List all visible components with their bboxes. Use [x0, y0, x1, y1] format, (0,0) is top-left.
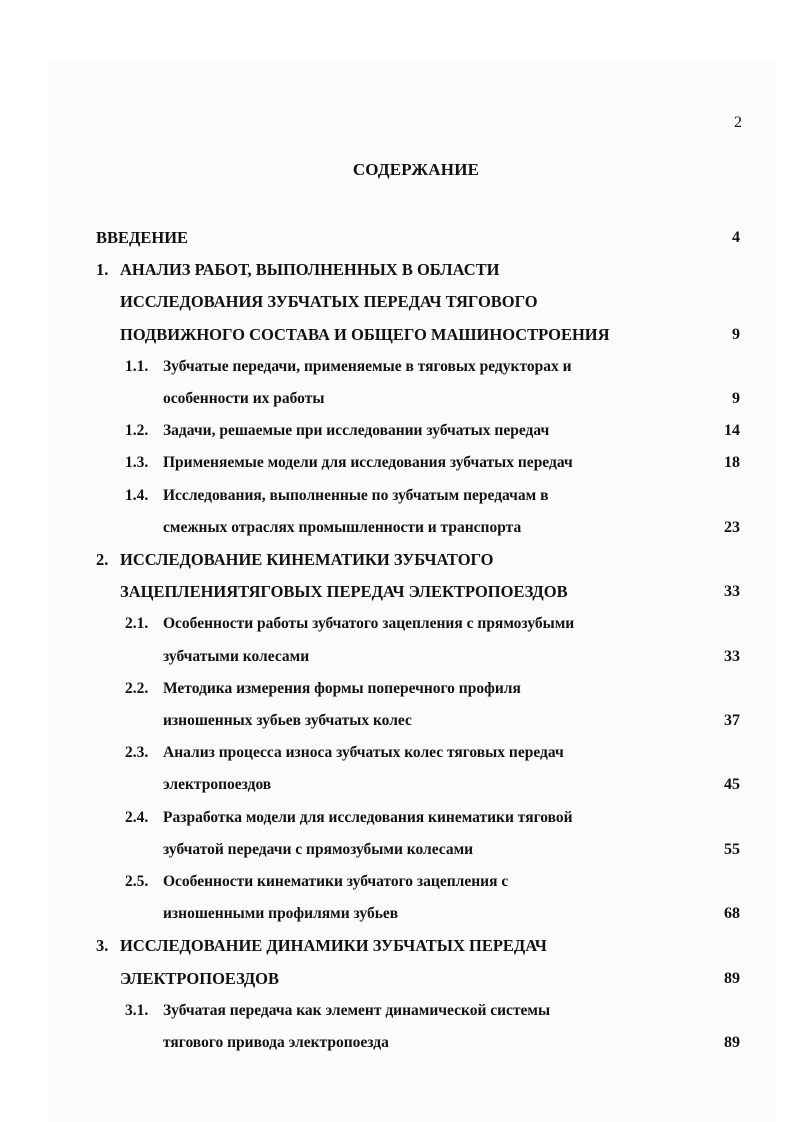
toc-entry-page: 9 — [732, 390, 740, 407]
toc-entry-title-line: ЭЛЕКТРОПОЕЗДОВ — [120, 969, 280, 988]
toc-entry-number: 2. — [96, 550, 109, 569]
toc-entry-title-line: ИССЛЕДОВАНИЕ КИНЕМАТИКИ ЗУБЧАТОГО — [120, 550, 494, 569]
toc-entry-title-line: ИССЛЕДОВАНИЯ ЗУБЧАТЫХ ПЕРЕДАЧ ТЯГОВОГО — [120, 292, 538, 311]
page-title: СОДЕРЖАНИЕ — [352, 160, 480, 179]
toc-entry-title-line: ИССЛЕДОВАНИЕ ДИНАМИКИ ЗУБЧАТЫХ ПЕРЕДАЧ — [120, 936, 547, 955]
toc-entry-page: 55 — [724, 841, 740, 858]
toc-entry-title-line: Особенности работы зубчатого зацепления с прямозубыми — [163, 615, 575, 632]
toc-entry-title-line: Зубчатые передачи, применяемые в тяговых редукторах и — [163, 358, 572, 375]
toc-entry-title-line: Задачи, решаемые при исследовании зубчатых передач — [163, 422, 550, 439]
toc-entry-page: 37 — [724, 712, 740, 729]
toc-entry-page: 45 — [724, 776, 740, 793]
toc-entry-number: 1.3. — [125, 454, 149, 471]
toc-entry-number: 1.1. — [125, 358, 149, 375]
toc-entry-number: 3.1. — [125, 1002, 149, 1019]
toc-entry-title-line: Применяемые модели для исследования зубчатых передач — [163, 454, 573, 471]
toc-entry-title-line: особенности их работы — [163, 390, 325, 407]
toc-entry-number: 2.4. — [125, 809, 149, 826]
toc-entry-title-line: смежных отраслях промышленности и транспорта — [163, 519, 522, 536]
toc-entry-title-line: ПОДВИЖНОГО СОСТАВА И ОБЩЕГО МАШИНОСТРОЕНИЯ — [120, 325, 610, 344]
toc-entry-title-line: зубчатыми колесами — [163, 648, 310, 665]
toc-entry-title-line: Методика измерения формы поперечного профиля — [163, 680, 521, 697]
toc-entry-title-line: Анализ процесса износа зубчатых колес тяговых передач — [163, 744, 564, 761]
toc-entry-title-line: изношенных зубьев зубчатых колес — [163, 712, 412, 729]
toc-entry-title-line: Зубчатая передача как элемент динамической системы — [163, 1002, 551, 1019]
toc-entry-title-line: ВВЕДЕНИЕ — [96, 228, 189, 247]
page-number: 2 — [734, 114, 742, 131]
toc-entry-title-line: АНАЛИЗ РАБОТ, ВЫПОЛНЕННЫХ В ОБЛАСТИ — [120, 260, 500, 279]
toc-entry-number: 2.1. — [125, 615, 149, 632]
toc-entry-page: 33 — [724, 648, 740, 665]
toc-entry-page: 14 — [724, 422, 740, 439]
toc-entry-number: 2.5. — [125, 873, 149, 890]
toc-entry-number: 1.2. — [125, 422, 149, 439]
toc-entry-title-line: тягового привода электропоезда — [163, 1034, 389, 1051]
toc-entry-number: 2.3. — [125, 744, 149, 761]
toc-entry-number: 1.4. — [125, 487, 149, 504]
toc-entry-title-line: Особенности кинематики зубчатого зацепления с — [163, 873, 509, 890]
toc-entry-title-line: ЗАЦЕПЛЕНИЯТЯГОВЫХ ПЕРЕДАЧ ЭЛЕКТРОПОЕЗДОВ — [120, 582, 568, 601]
toc-entry-page: 4 — [732, 229, 740, 246]
toc-entry-number: 2.2. — [125, 680, 149, 697]
toc-entry-title-line: Разработка модели для исследования кинематики тяговой — [163, 809, 573, 826]
toc-entry-number: 1. — [96, 260, 109, 279]
toc-entry-number: 3. — [96, 936, 109, 955]
toc-entry-page: 33 — [724, 583, 740, 600]
toc-entry-title-line: электропоездов — [163, 776, 272, 793]
toc-entry-page: 18 — [724, 454, 740, 471]
toc-entry-page: 89 — [724, 970, 740, 987]
toc-entry-page: 89 — [724, 1034, 740, 1051]
toc-entry-page: 9 — [732, 326, 740, 343]
toc-entry-title-line: Исследования, выполненные по зубчатым передачам в — [163, 487, 549, 504]
toc-entry-page: 68 — [724, 905, 740, 922]
toc-entry-title-line: зубчатой передачи с прямозубыми колесами — [163, 841, 474, 858]
toc-entry-title-line: изношенными профилями зубьев — [163, 905, 399, 922]
toc-entry-page: 23 — [724, 519, 740, 536]
